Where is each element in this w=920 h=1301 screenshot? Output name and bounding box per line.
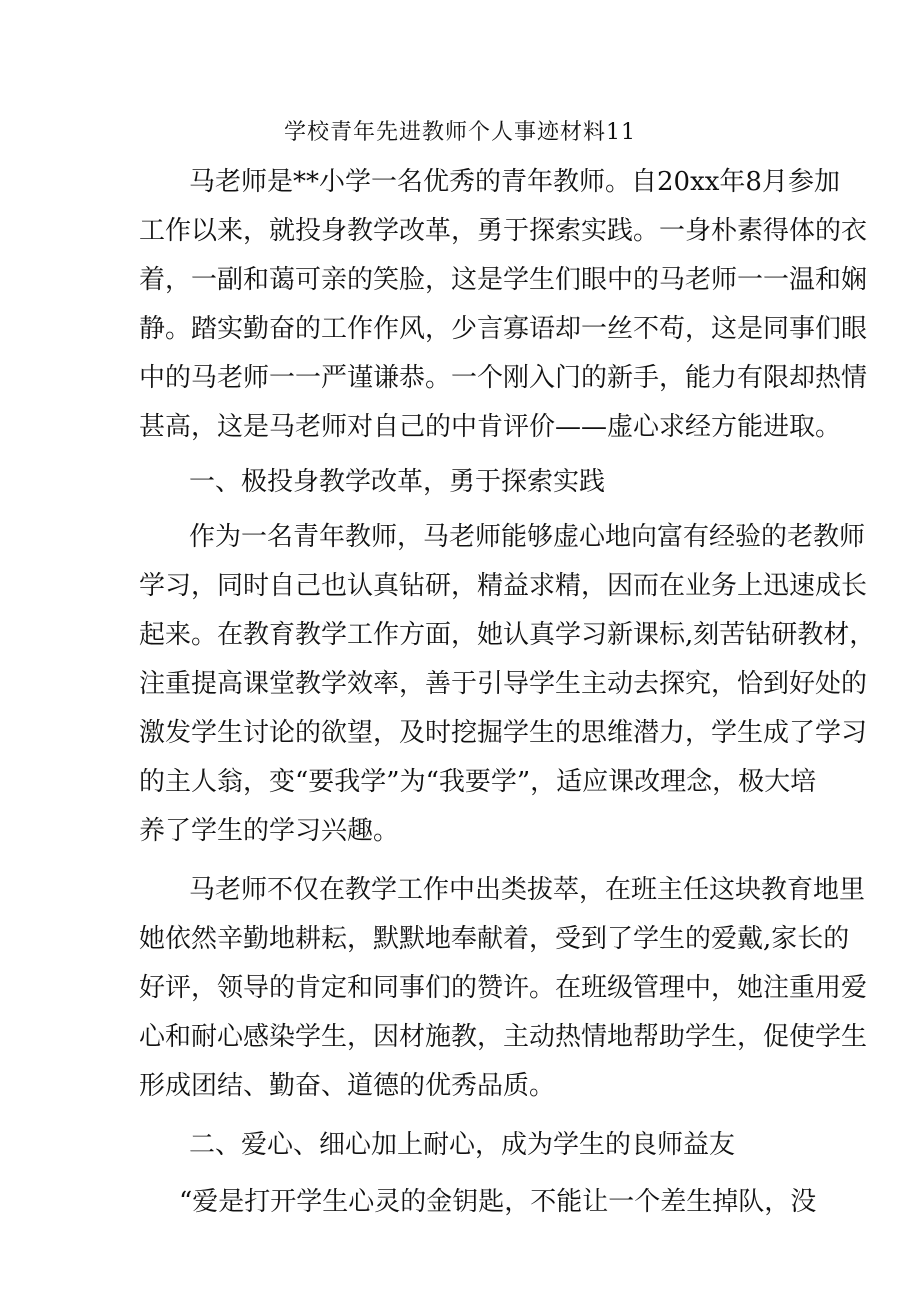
text-line: 起来。在教育教学工作方面，她认真学习新课标,刻苦钻研教材， bbox=[139, 620, 876, 650]
paragraph-intro bbox=[139, 158, 868, 452]
heading-line: 二、爱心、细心加上耐心，成为学生的良师益友 bbox=[189, 1130, 736, 1160]
document-title: 学校青年先进教师个人事迹材料11 bbox=[284, 120, 636, 145]
text-line: 心和耐心感染学生，因材施教，主动热情地帮助学生，促使学生 bbox=[139, 1022, 868, 1052]
document-body bbox=[139, 158, 876, 1227]
text-line: 的主人翁，变“要我学”为“我要学”，适应课改理念，极大培 bbox=[139, 767, 817, 797]
text-line: 工作以来，就投身教学改革，勇于探索实践。一身朴素得体的衣 bbox=[139, 216, 868, 246]
text-line: 马老师是**小学一名优秀的青年教师。自20xx年8月参加 bbox=[189, 167, 840, 197]
paragraph-love-quote bbox=[139, 1178, 817, 1227]
paragraph-class-management bbox=[139, 866, 868, 1111]
text-line: 作为一名青年教师，马老师能够虚心地向富有经验的老教师 bbox=[189, 522, 866, 552]
section-heading-2 bbox=[139, 1121, 799, 1170]
text-line: 中的马老师一一严谨谦恭。一个刚入门的新手，能力有限却热情 bbox=[139, 363, 868, 393]
text-line: 学习，同时自己也认真钻研，精益求精，因而在业务上迅速成长 bbox=[139, 571, 868, 601]
text-line: 形成团结、勤奋、道德的优秀品质。 bbox=[139, 1071, 556, 1101]
text-line: 甚高，这是马老师对自己的中肯评价——虚心求经方能进取。 bbox=[139, 412, 842, 442]
text-line: 激发学生讨论的欲望，及时挖掘学生的思维潜力，学生成了学习 bbox=[139, 718, 868, 748]
section-heading-1 bbox=[139, 458, 799, 507]
text-line: 养了学生的学习兴趣。 bbox=[139, 816, 400, 846]
text-line: 好评，领导的肯定和同事们的赞许。在班级管理中，她注重用爱 bbox=[139, 973, 868, 1003]
heading-line: 一、极投身教学改革，勇于探索实践 bbox=[189, 467, 606, 497]
text-line: 静。踏实勤奋的工作作风，少言寡语却一丝不苟，这是同事们眼 bbox=[139, 314, 868, 344]
text-line: 马老师不仅在教学工作中出类拔萃，在班主任这块教育地里 bbox=[189, 875, 866, 905]
text-line: 着，一副和蔼可亲的笑脸，这是学生们眼中的马老师一一温和娴 bbox=[139, 265, 868, 295]
text-line: 注重提高课堂教学效率，善于引导学生主动去探究，恰到好处的 bbox=[139, 669, 868, 699]
paragraph-teaching bbox=[139, 513, 876, 856]
text-line: “爱是打开学生心灵的金钥匙，不能让一个差生掉队，没 bbox=[179, 1187, 817, 1217]
text-line: 她依然辛勤地耕耘，默默地奉献着，受到了学生的爱戴,家长的 bbox=[139, 924, 850, 954]
